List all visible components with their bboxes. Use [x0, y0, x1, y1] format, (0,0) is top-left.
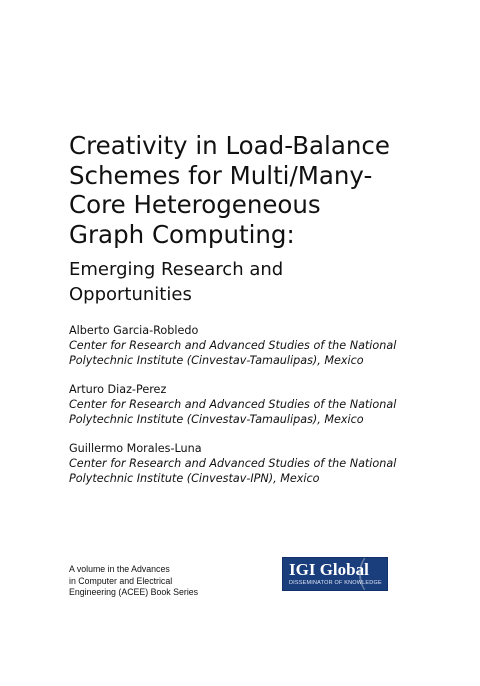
author-list: [69, 323, 469, 500]
author-affiliation-line: Polytechnic Institute (Cinvestav-Tamaulipas), Mexico: [69, 354, 364, 367]
publisher-wordmark: IGI Global: [289, 560, 369, 579]
book-title-line: Graph Computing:: [69, 219, 295, 249]
book-subtitle-line: Emerging Research and: [69, 259, 284, 280]
book-subtitle-line: Opportunities: [69, 284, 192, 305]
author-affiliation-line: Center for Research and Advanced Studies of the National: [69, 339, 397, 352]
series-note: [69, 564, 198, 599]
series-note-line: A volume in the Advances: [69, 564, 170, 574]
author-name: Arturo Diaz-Perez: [69, 383, 167, 396]
book-title-line: Schemes for Multi/Many-: [69, 160, 373, 190]
book-subtitle: [69, 257, 469, 307]
author-name: Guillermo Morales-Luna: [69, 442, 202, 455]
author-affiliation-line: Polytechnic Institute (Cinvestav-Tamaulipas), Mexico: [69, 413, 364, 426]
author-entry: [69, 441, 469, 486]
book-title: [69, 131, 469, 249]
author-affiliation-line: Center for Research and Advanced Studies of the National: [69, 398, 397, 411]
series-note-line: in Computer and Electrical: [69, 575, 173, 586]
book-title-line: Core Heterogeneous: [69, 190, 321, 219]
publisher-tagline: DISSEMINATOR OF KNOWLEDGE: [289, 580, 382, 586]
publisher-logo: [282, 557, 388, 591]
book-title-line: Creativity in Load-Balance: [69, 131, 390, 160]
author-affiliation-line: Center for Research and Advanced Studies of the National: [69, 457, 397, 470]
series-note-line: Engineering (ACEE) Book Series: [69, 587, 199, 597]
author-entry: [69, 382, 469, 427]
author-name: Alberto Garcia-Robledo: [69, 324, 199, 337]
author-entry: [69, 323, 469, 368]
author-affiliation-line: Polytechnic Institute (Cinvestav-IPN), Mexico: [69, 472, 320, 485]
